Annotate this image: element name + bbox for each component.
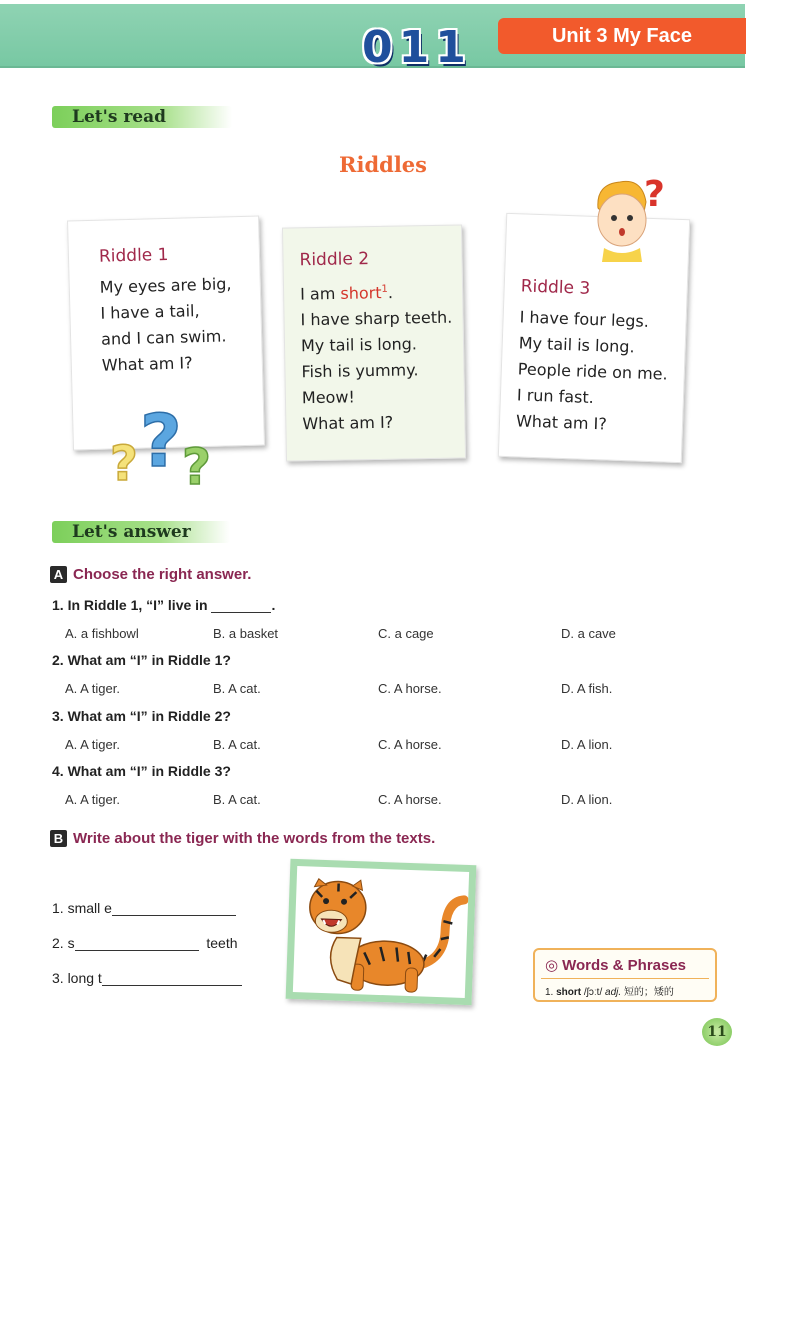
question-1 <box>52 597 275 613</box>
target-icon: ◎ <box>545 957 559 974</box>
riddle-title: Riddle 1 <box>98 244 169 267</box>
entry-pos: adj. <box>605 987 622 998</box>
riddle-line: My tail is long. <box>300 334 418 356</box>
unit-title: Unit 3 My Face <box>498 18 746 54</box>
option-a[interactable]: A. A tiger. <box>65 792 120 807</box>
part-b-heading <box>50 830 435 847</box>
question-suffix: . <box>271 597 276 613</box>
svg-text:?: ? <box>182 438 212 492</box>
part-b-letter: B <box>50 830 67 847</box>
riddle-line: I have sharp teeth. <box>300 307 453 330</box>
question-marks-icon <box>110 396 225 492</box>
riddle-line: I run fast. <box>516 385 595 408</box>
tiger-icon <box>293 866 469 998</box>
riddle-line: Meow! <box>301 387 356 408</box>
lesson-number: 011 <box>362 22 472 73</box>
question-text: 1. In Riddle 1, “I” live in <box>52 597 208 613</box>
fill-blank[interactable] <box>75 937 199 951</box>
riddle-card-2 <box>282 224 466 461</box>
entry-number: 1. <box>545 987 554 998</box>
answer-blank[interactable] <box>211 599 271 613</box>
entry-word: short <box>556 987 582 998</box>
question-4: 4. What am “I” in Riddle 3? <box>52 763 231 779</box>
question-3: 3. What am “I” in Riddle 2? <box>52 708 231 724</box>
riddle-line: and I can swim. <box>100 326 227 349</box>
riddle-line: I have four legs. <box>519 307 650 331</box>
fill-blank[interactable] <box>102 972 242 986</box>
option-c[interactable]: C. A horse. <box>378 737 442 752</box>
entry-ipa: /ʃɔːt/ <box>583 987 603 998</box>
option-a[interactable]: A. A tiger. <box>65 737 120 752</box>
option-d[interactable]: D. a cave <box>561 626 616 641</box>
option-d[interactable]: D. A lion. <box>561 792 613 807</box>
words-phrases-heading: Words & Phrases <box>562 957 687 974</box>
question-2: 2. What am “I” in Riddle 1? <box>52 652 231 668</box>
fill-item-1 <box>52 900 236 916</box>
riddle-line: My eyes are big, <box>99 274 232 297</box>
svg-text:?: ? <box>110 436 138 492</box>
option-b[interactable]: B. A cat. <box>213 737 261 752</box>
vocab-entry <box>545 983 674 998</box>
option-c[interactable]: C. a cage <box>378 626 434 641</box>
divider <box>541 978 709 979</box>
tiger-picture <box>286 859 477 1005</box>
riddle-line: What am I? <box>101 353 193 375</box>
option-b[interactable]: B. A cat. <box>213 681 261 696</box>
vocab-word-short: short <box>340 283 382 303</box>
riddle-title: Riddle 3 <box>520 276 591 299</box>
option-a[interactable]: A. a fishbowl <box>65 626 139 641</box>
words-phrases-title <box>545 956 686 974</box>
lets-answer-label: Let's answer <box>52 521 230 543</box>
option-d[interactable]: D. A lion. <box>561 737 613 752</box>
lets-read-label: Let's read <box>52 106 232 128</box>
riddle-line: My tail is long. <box>518 333 635 357</box>
part-a-letter: A <box>50 566 67 583</box>
fill-prefix: 3. long t <box>52 970 102 986</box>
fill-suffix: teeth <box>206 935 238 951</box>
riddle-line <box>300 276 452 308</box>
riddle-line: I have a tail, <box>100 301 200 323</box>
svg-text:?: ? <box>140 399 182 483</box>
page-number: 11 <box>702 1018 732 1046</box>
option-b[interactable]: B. a basket <box>213 626 279 641</box>
part-a-instruction: Choose the right answer. <box>73 566 252 583</box>
fill-prefix: 1. small e <box>52 900 112 916</box>
thinking-boy-icon <box>590 172 670 262</box>
riddle-line: Fish is yummy. <box>301 360 419 382</box>
part-b-instruction: Write about the tiger with the words from the texts. <box>73 830 436 847</box>
entry-meaning: 短的；矮的 <box>623 987 674 998</box>
fill-item-2 <box>52 935 238 951</box>
option-d[interactable]: D. A fish. <box>561 681 613 696</box>
svg-text:?: ? <box>644 174 665 215</box>
riddles-title: Riddles <box>339 152 427 177</box>
fill-prefix: 2. s <box>52 935 75 951</box>
option-c[interactable]: C. A horse. <box>378 792 442 807</box>
riddle-title: Riddle 2 <box>299 249 370 271</box>
part-a-heading <box>50 566 251 583</box>
fill-blank[interactable] <box>112 902 236 916</box>
footnote-marker: 1 <box>381 283 388 295</box>
option-c[interactable]: C. A horse. <box>378 681 442 696</box>
riddle-line: People ride on me. <box>517 359 669 384</box>
riddle-line: What am I? <box>515 411 608 434</box>
fill-item-3 <box>52 970 242 986</box>
riddle-line: What am I? <box>302 413 394 434</box>
option-b[interactable]: B. A cat. <box>213 792 261 807</box>
words-phrases-box <box>533 948 717 1002</box>
option-a[interactable]: A. A tiger. <box>65 681 120 696</box>
riddle-line-suffix: . <box>387 282 394 303</box>
riddle-line-prefix: I am <box>299 283 341 304</box>
